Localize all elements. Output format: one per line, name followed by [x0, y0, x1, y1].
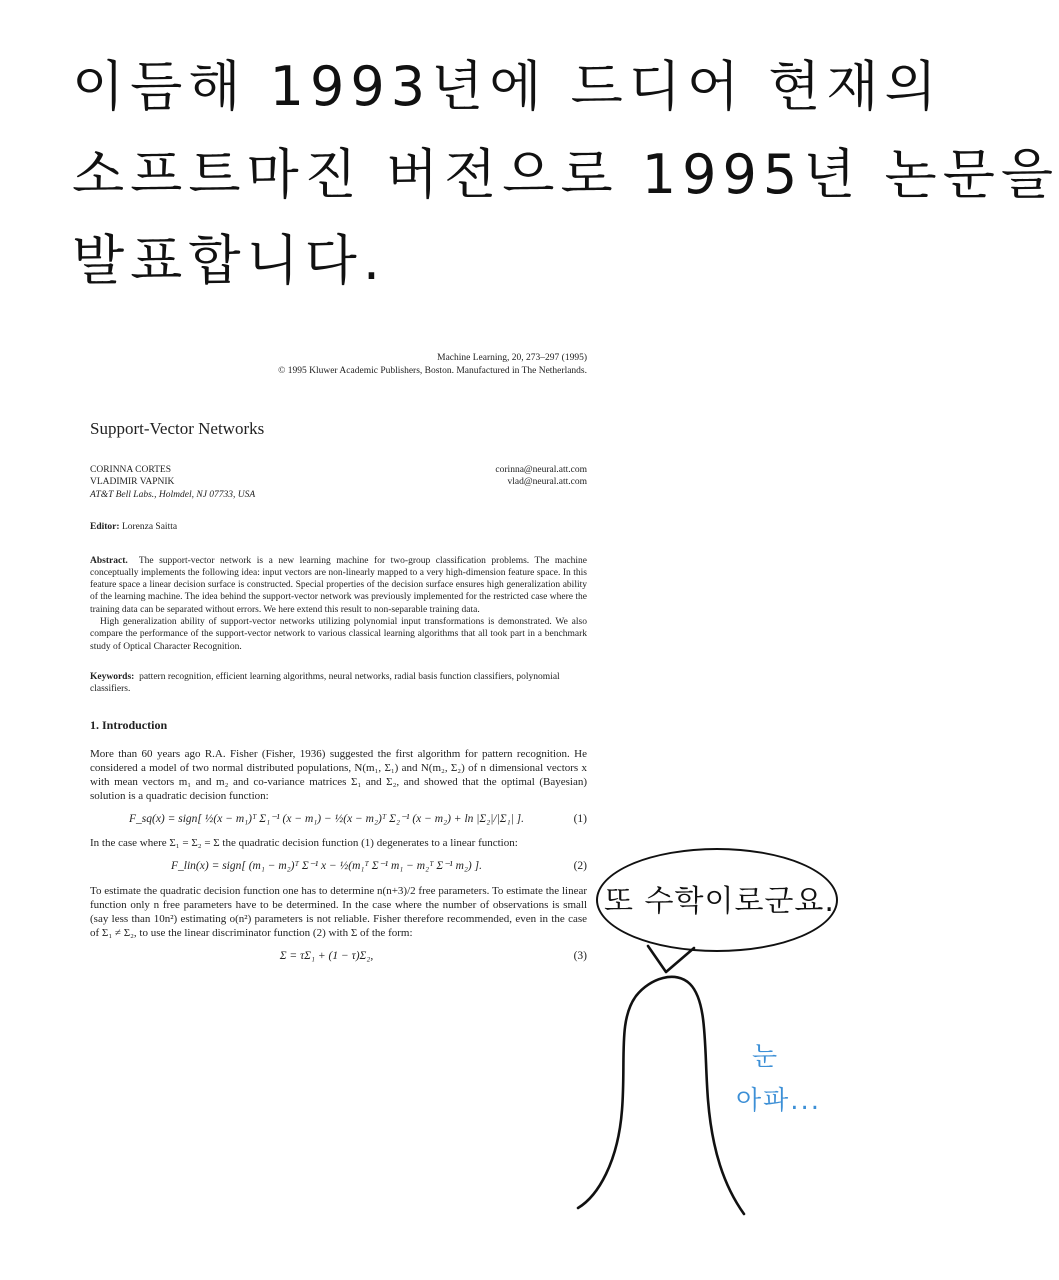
- equation-2-number: (2): [573, 860, 587, 873]
- equation-2-formula: F_lin(x) = sign[ (m₁ − m₂)ᵀ Σ⁻¹ x − ½(m₁ᵀ Σ⁻¹ m₁ − m₂ᵀ Σ⁻¹ m₂) ].: [171, 860, 482, 873]
- section-heading: 1. Introduction: [90, 718, 168, 733]
- keywords-text: pattern recognition, efficient learning algorithms, neural networks, radial basis function classifiers, polynomial classifiers.: [90, 671, 560, 695]
- equation-3-number: (3): [573, 949, 587, 962]
- author-1: CORINNA CORTES: [90, 464, 171, 475]
- side-note-line-1: 눈: [752, 1042, 778, 1072]
- intro-paragraph-3: To estimate the quadratic decision function one has to determine n(n+3)/2 free parameters. To estimate the linear function only n free parameters have to be determined. In the case where the number of observations is small (say less than 10n²) estimating o(n²) parameters is not reliable. Fisher therefore recommended, even in the case of Σ₁ ≠ Σ₂, to use the linear discriminator function (2) with Σ of the form:: [90, 884, 587, 939]
- email-2: vlad@neural.att.com: [507, 477, 587, 487]
- equation-1-number: (1): [573, 812, 587, 825]
- equation-3-formula: Σ = τΣ₁ + (1 − τ)Σ₂,: [279, 949, 374, 962]
- editor-label: Editor:: [90, 522, 120, 532]
- affiliation: AT&T Bell Labs., Holmdel, NJ 07733, USA: [90, 489, 256, 500]
- intro-paragraph-2: In the case where Σ₁ = Σ₂ = Σ the quadratic decision function (1) degenerates to a linear function:: [90, 837, 518, 850]
- copyright-line: © 1995 Kluwer Academic Publishers, Boston. Manufactured in The Netherlands.: [278, 366, 587, 376]
- side-note-line-2: 아파...: [736, 1086, 822, 1116]
- person-silhouette: [578, 977, 744, 1214]
- author-2: VLADIMIR VAPNIK: [90, 477, 175, 487]
- abstract-paragraph-2: High generalization ability of support-vector networks utilizing polynomial input transformations is demonstrated. We also compare the performance of the support-vector network to various classical learning algorithms that all took part in a benchmark study of Optical Character Recognition.: [90, 616, 587, 652]
- paper-title: Support-Vector Networks: [90, 419, 265, 438]
- email-1: corinna@neural.att.com: [495, 464, 587, 475]
- keywords-label: Keywords:: [90, 671, 135, 682]
- caption-line-1: 이듬해 1993년에 드디어 현재의: [72, 55, 943, 118]
- speech-bubble-text: 또 수학이로군요.: [604, 884, 835, 919]
- caption-line-2: 소프트마진 버전으로 1995년 논문을: [72, 143, 1059, 206]
- caption-line-3: 발표합니다.: [72, 229, 386, 292]
- journal-citation: Machine Learning, 20, 273–297 (1995): [437, 353, 587, 363]
- intro-paragraph-1: More than 60 years ago R.A. Fisher (Fisher, 1936) suggested the first algorithm for pattern recognition. He considered a model of two normal distributed populations, N(m₁, Σ₁) and N(m₂, Σ₂) of n dimensional vectors x with mean vectors m₁ and m₂ and co-variance matrices Σ₁ and Σ₂, and showed that the optimal (Bayesian) solution is a quadratic decision function:: [90, 747, 587, 802]
- equation-1-formula: F_sq(x) = sign[ ½(x − m₁)ᵀ Σ₁⁻¹ (x − m₁) − ½(x − m₂)ᵀ Σ₂⁻¹ (x − m₂) + ln |Σ₂|/|Σ₁| ].: [128, 812, 524, 825]
- editor-name: Lorenza Saitta: [121, 522, 178, 532]
- abstract-paragraph-1: The support-vector network is a new learning machine for two-group classification problems. The machine conceptually implements the following idea: input vectors are non-linearly mapped to a very high-dimension feature space. In this feature space a linear decision surface is constructed. Special properties of the decision surface ensures high generalization ability of the learning machine. The idea behind the support-vector network was previously implemented for the restricted case where the training data can be separated without errors. We here extend this result to non-separable training data.: [90, 555, 587, 615]
- abstract-label: Abstract.: [90, 555, 128, 566]
